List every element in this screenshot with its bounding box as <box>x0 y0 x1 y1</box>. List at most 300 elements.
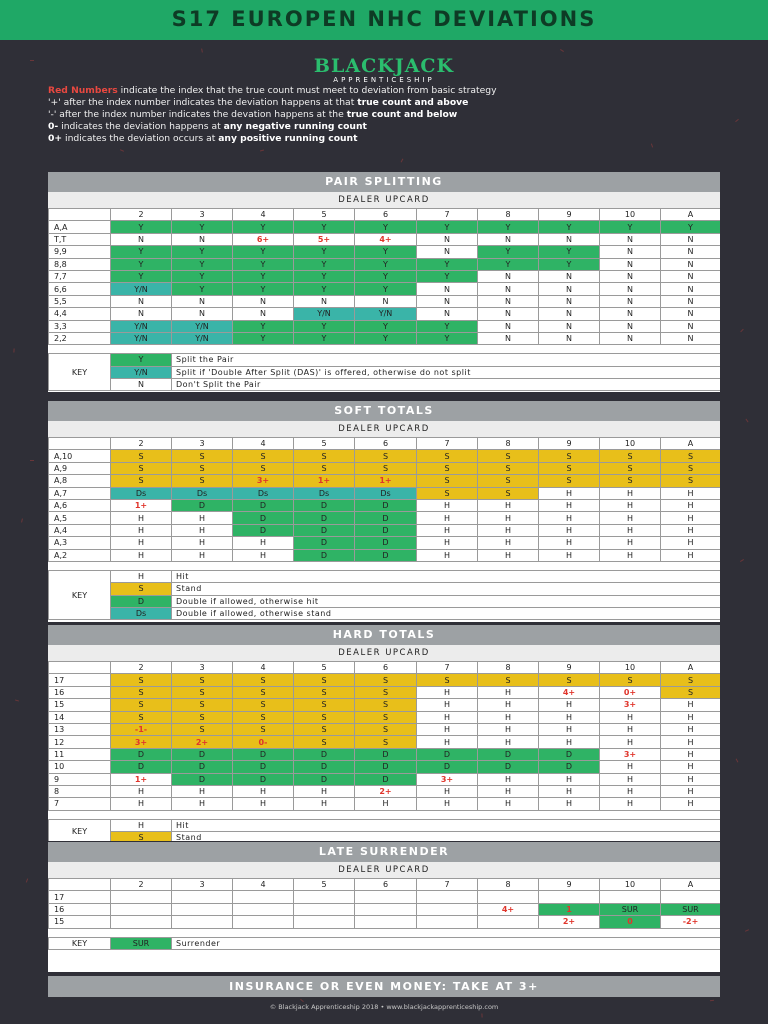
strategy-cell: D <box>355 549 417 561</box>
strategy-cell: H <box>600 773 661 785</box>
strategy-cell: S <box>233 723 294 735</box>
strategy-cell: S <box>172 723 233 735</box>
strategy-cell: S <box>294 686 355 698</box>
strategy-cell: H <box>600 524 661 536</box>
strategy-cell: SUR <box>600 903 661 915</box>
strategy-cell <box>172 903 233 915</box>
hand-label: 13 <box>49 723 111 735</box>
strategy-row <box>49 332 721 344</box>
strategy-cell: D <box>417 748 478 760</box>
hand-label: 14 <box>49 711 111 723</box>
key-symbol: H <box>111 570 172 582</box>
strategy-cell: N <box>478 308 539 320</box>
strategy-cell: H <box>294 785 355 797</box>
key-description: Hit <box>172 570 721 582</box>
strategy-cell: S <box>661 462 721 474</box>
strategy-cell: N <box>111 233 172 245</box>
strategy-cell: 5+ <box>294 233 355 245</box>
strategy-cell: N <box>600 320 661 332</box>
hand-label: 5,5 <box>49 295 111 307</box>
strategy-cell: SUR <box>661 903 721 915</box>
strategy-cell: H <box>600 512 661 524</box>
hand-label: T,T <box>49 233 111 245</box>
strategy-cell: H <box>111 524 172 536</box>
strategy-cell: H <box>478 736 539 748</box>
upcard-header-cell: 4 <box>233 209 294 221</box>
strategy-cell: S <box>111 674 172 686</box>
strategy-cell: S <box>355 711 417 723</box>
strategy-cell: N <box>417 308 478 320</box>
upcard-header-cell: 4 <box>233 662 294 674</box>
section-heading: LATE SURRENDER <box>48 842 720 862</box>
insurance-banner: INSURANCE OR EVEN MONEY: TAKE AT 3+ <box>48 976 720 997</box>
upcard-header-cell: 3 <box>172 662 233 674</box>
strategy-cell: H <box>172 512 233 524</box>
upcard-header-cell: 6 <box>355 662 417 674</box>
hand-label: 3,3 <box>49 320 111 332</box>
strategy-cell: S <box>294 674 355 686</box>
strategy-cell: H <box>539 487 600 499</box>
strategy-cell: Y/N <box>111 332 172 344</box>
strategy-row <box>49 537 721 549</box>
strategy-cell: H <box>111 512 172 524</box>
strategy-cell: S <box>600 475 661 487</box>
strategy-cell: S <box>417 462 478 474</box>
strategy-cell: Y/N <box>172 320 233 332</box>
strategy-cell: H <box>417 723 478 735</box>
key-row <box>49 937 721 949</box>
upcard-header-cell: 2 <box>111 209 172 221</box>
logo-brand: BLACKJACK <box>313 55 455 77</box>
strategy-cell: N <box>111 308 172 320</box>
soft-totals-key <box>48 570 720 621</box>
strategy-row <box>49 736 721 748</box>
strategy-cell <box>661 891 721 903</box>
strategy-cell: H <box>417 711 478 723</box>
strategy-cell: H <box>539 736 600 748</box>
strategy-cell: 2+ <box>355 785 417 797</box>
strategy-cell: H <box>661 785 721 797</box>
strategy-cell: D <box>539 761 600 773</box>
strategy-cell: S <box>355 674 417 686</box>
strategy-cell: Y <box>417 258 478 270</box>
strategy-row <box>49 798 721 810</box>
strategy-cell <box>233 891 294 903</box>
footer-credit: © Blackjack Apprenticeship 2018 • www.blackjackapprenticeship.com <box>269 1003 499 1011</box>
strategy-cell: H <box>661 748 721 760</box>
strategy-cell: N <box>355 295 417 307</box>
strategy-cell: S <box>111 450 172 462</box>
strategy-cell: S <box>294 711 355 723</box>
upcard-header-cell: 5 <box>294 879 355 891</box>
strategy-cell: Y <box>355 258 417 270</box>
strategy-row <box>49 462 721 474</box>
strategy-cell <box>478 916 539 928</box>
hard-totals-section <box>48 625 720 841</box>
page-title: S17 EUROPEN NHC DEVIATIONS <box>171 7 597 31</box>
intro-line: 0- indicates the deviation happens at any negative running count <box>48 121 367 132</box>
upcard-header-cell: 10 <box>600 879 661 891</box>
intro-line: '-' after the index number indicates the devation happens at the true count and below <box>48 109 458 120</box>
strategy-cell: H <box>661 537 721 549</box>
upcard-header-cell: A <box>661 662 721 674</box>
strategy-cell: H <box>539 499 600 511</box>
upcard-header-cell: 7 <box>417 438 478 450</box>
hand-label: 16 <box>49 903 111 915</box>
pair-splitting-key <box>48 353 720 391</box>
upcard-header-cell: 9 <box>539 438 600 450</box>
strategy-cell: H <box>478 549 539 561</box>
strategy-cell: H <box>478 798 539 810</box>
upcard-header-row <box>49 879 721 891</box>
strategy-cell: H <box>661 723 721 735</box>
strategy-cell: D <box>355 773 417 785</box>
strategy-cell: D <box>417 761 478 773</box>
strategy-cell: H <box>233 785 294 797</box>
strategy-cell: Y <box>111 246 172 258</box>
strategy-row <box>49 674 721 686</box>
strategy-cell: Ds <box>111 487 172 499</box>
strategy-cell: D <box>478 748 539 760</box>
strategy-cell: 3+ <box>111 736 172 748</box>
key-description: Stand <box>172 832 721 841</box>
strategy-cell: S <box>294 723 355 735</box>
strategy-cell: Y/N <box>172 332 233 344</box>
key-row <box>49 570 721 582</box>
upcard-header-cell: 6 <box>355 438 417 450</box>
strategy-cell: H <box>233 798 294 810</box>
strategy-cell: S <box>172 462 233 474</box>
hand-label: 17 <box>49 891 111 903</box>
hand-label: A,3 <box>49 537 111 549</box>
strategy-cell: 0 <box>600 916 661 928</box>
strategy-row <box>49 773 721 785</box>
strategy-cell: D <box>355 748 417 760</box>
strategy-cell: S <box>661 686 721 698</box>
strategy-cell: S <box>478 462 539 474</box>
strategy-row <box>49 748 721 760</box>
strategy-cell: S <box>417 450 478 462</box>
strategy-cell: N <box>478 332 539 344</box>
strategy-cell: D <box>355 537 417 549</box>
strategy-cell: Y <box>539 258 600 270</box>
dealer-upcard-label: DEALER UPCARD <box>48 192 720 208</box>
strategy-cell: S <box>417 475 478 487</box>
strategy-cell: Y <box>233 270 294 282</box>
strategy-cell: D <box>233 499 294 511</box>
strategy-cell: S <box>417 487 478 499</box>
strategy-cell: H <box>111 798 172 810</box>
strategy-cell: D <box>233 512 294 524</box>
key-symbol: Y <box>111 354 172 366</box>
strategy-cell: D <box>172 761 233 773</box>
strategy-cell: Y <box>355 221 417 233</box>
strategy-row <box>49 524 721 536</box>
strategy-cell: S <box>661 475 721 487</box>
dealer-upcard-label: DEALER UPCARD <box>48 862 720 878</box>
intro-line: Red Numbers indicate the index that the true count must meet to deviation from basic strategy <box>48 85 497 96</box>
strategy-cell: H <box>478 499 539 511</box>
key-symbol: D <box>111 595 172 607</box>
strategy-row <box>49 711 721 723</box>
strategy-cell: S <box>600 674 661 686</box>
strategy-cell: N <box>600 283 661 295</box>
strategy-cell: 1 <box>539 903 600 915</box>
strategy-cell: H <box>600 499 661 511</box>
hand-label: A,A <box>49 221 111 233</box>
strategy-cell: S <box>355 686 417 698</box>
strategy-cell: N <box>661 295 721 307</box>
strategy-cell: H <box>600 549 661 561</box>
key-row <box>49 354 721 366</box>
hand-label: 10 <box>49 761 111 773</box>
strategy-cell: Y <box>478 246 539 258</box>
strategy-cell: N <box>661 283 721 295</box>
upcard-header-cell: A <box>661 209 721 221</box>
upcard-header-cell: 4 <box>233 879 294 891</box>
strategy-cell: H <box>661 736 721 748</box>
strategy-cell: S <box>111 462 172 474</box>
strategy-cell: S <box>111 686 172 698</box>
key-description: Double if allowed, otherwise stand <box>172 608 721 620</box>
strategy-cell: H <box>233 537 294 549</box>
strategy-cell: Y <box>172 270 233 282</box>
strategy-row <box>49 221 721 233</box>
strategy-cell: Y <box>172 258 233 270</box>
soft-totals-table <box>48 437 720 562</box>
strategy-cell: N <box>478 283 539 295</box>
strategy-cell: S <box>355 723 417 735</box>
strategy-cell <box>355 903 417 915</box>
strategy-cell: H <box>600 785 661 797</box>
late-surrender-table <box>48 878 720 929</box>
strategy-cell: S <box>172 699 233 711</box>
strategy-cell: S <box>233 450 294 462</box>
upcard-header-cell: 9 <box>539 662 600 674</box>
strategy-cell <box>111 916 172 928</box>
strategy-cell: Y <box>294 270 355 282</box>
section-heading: PAIR SPLITTING <box>48 172 720 192</box>
strategy-cell: S <box>478 674 539 686</box>
strategy-cell: S <box>539 450 600 462</box>
strategy-cell: Y <box>478 221 539 233</box>
strategy-cell: S <box>600 462 661 474</box>
pair-splitting-section <box>48 172 720 392</box>
upcard-header-row <box>49 662 721 674</box>
strategy-cell: D <box>172 773 233 785</box>
upcard-header-cell: 9 <box>539 209 600 221</box>
strategy-cell: D <box>294 537 355 549</box>
strategy-cell <box>478 891 539 903</box>
strategy-cell: Y <box>172 246 233 258</box>
strategy-row <box>49 512 721 524</box>
upcard-header-cell: 7 <box>417 662 478 674</box>
strategy-cell: H <box>478 524 539 536</box>
strategy-cell: Y <box>355 246 417 258</box>
strategy-cell: N <box>233 295 294 307</box>
strategy-row <box>49 320 721 332</box>
strategy-cell: N <box>661 320 721 332</box>
strategy-cell: H <box>661 524 721 536</box>
strategy-cell: H <box>478 537 539 549</box>
strategy-cell: N <box>661 332 721 344</box>
strategy-cell: H <box>661 499 721 511</box>
strategy-cell: H <box>172 549 233 561</box>
strategy-cell: D <box>478 761 539 773</box>
strategy-cell: N <box>417 295 478 307</box>
strategy-cell <box>294 903 355 915</box>
strategy-cell: H <box>661 487 721 499</box>
strategy-cell: Y <box>417 320 478 332</box>
strategy-cell <box>294 891 355 903</box>
strategy-cell: D <box>355 524 417 536</box>
hand-label: 11 <box>49 748 111 760</box>
strategy-cell: N <box>600 332 661 344</box>
strategy-cell: Y <box>355 320 417 332</box>
strategy-cell: H <box>600 723 661 735</box>
key-row <box>49 379 721 391</box>
strategy-cell: Y <box>355 283 417 295</box>
upcard-header-cell: 3 <box>172 209 233 221</box>
strategy-cell <box>417 903 478 915</box>
upcard-header-cell: 10 <box>600 438 661 450</box>
strategy-cell <box>600 891 661 903</box>
strategy-cell: 1+ <box>111 499 172 511</box>
strategy-cell: N <box>478 233 539 245</box>
strategy-cell: N <box>417 246 478 258</box>
soft-totals-section <box>48 401 720 622</box>
strategy-cell: N <box>172 308 233 320</box>
strategy-cell: H <box>539 723 600 735</box>
strategy-cell: H <box>172 798 233 810</box>
upcard-header-cell: 5 <box>294 662 355 674</box>
strategy-cell: H <box>478 711 539 723</box>
strategy-cell: 3+ <box>417 773 478 785</box>
strategy-cell: S <box>172 475 233 487</box>
key-row <box>49 819 721 831</box>
strategy-cell: 4+ <box>478 903 539 915</box>
strategy-cell: Y <box>539 246 600 258</box>
upcard-header-cell: 9 <box>539 879 600 891</box>
strategy-cell: S <box>233 699 294 711</box>
key-symbol: S <box>111 832 172 841</box>
strategy-cell <box>417 891 478 903</box>
strategy-cell <box>233 916 294 928</box>
strategy-cell: D <box>294 512 355 524</box>
strategy-cell: S <box>478 450 539 462</box>
strategy-cell: 3+ <box>600 699 661 711</box>
intro-line: 0+ indicates the deviation occurs at any positive running count <box>48 133 358 144</box>
strategy-cell: Y <box>172 283 233 295</box>
strategy-row <box>49 785 721 797</box>
strategy-cell: H <box>600 711 661 723</box>
strategy-cell: N <box>539 270 600 282</box>
key-description: Double if allowed, otherwise hit <box>172 595 721 607</box>
key-description: Stand <box>172 583 721 595</box>
strategy-cell: Y <box>355 332 417 344</box>
strategy-cell: S <box>172 711 233 723</box>
strategy-cell: D <box>355 761 417 773</box>
strategy-cell: Y <box>294 320 355 332</box>
key-row <box>49 366 721 378</box>
strategy-cell: Y/N <box>355 308 417 320</box>
hand-label: A,10 <box>49 450 111 462</box>
hand-label: A,7 <box>49 487 111 499</box>
strategy-cell: D <box>111 761 172 773</box>
strategy-cell: N <box>600 246 661 258</box>
strategy-cell: Y <box>417 332 478 344</box>
hand-label: 6,6 <box>49 283 111 295</box>
strategy-cell: S <box>355 736 417 748</box>
strategy-cell: S <box>233 462 294 474</box>
strategy-cell: D <box>539 748 600 760</box>
hand-label: 7,7 <box>49 270 111 282</box>
upcard-header-cell: 8 <box>478 438 539 450</box>
strategy-row <box>49 295 721 307</box>
upcard-header-cell: 6 <box>355 879 417 891</box>
strategy-cell: H <box>417 798 478 810</box>
strategy-cell: H <box>661 798 721 810</box>
strategy-cell: S <box>600 450 661 462</box>
upcard-header-cell: A <box>661 438 721 450</box>
hand-label: 17 <box>49 674 111 686</box>
strategy-cell: Y <box>233 320 294 332</box>
hand-label: A,8 <box>49 475 111 487</box>
key-description: Split if 'Double After Split (DAS)' is offered, otherwise do not split <box>172 366 721 378</box>
key-label: KEY <box>49 354 111 391</box>
strategy-cell: H <box>600 537 661 549</box>
strategy-cell: H <box>172 524 233 536</box>
strategy-cell: S <box>355 699 417 711</box>
strategy-cell <box>172 916 233 928</box>
strategy-cell: S <box>478 487 539 499</box>
key-row <box>49 608 721 620</box>
strategy-row <box>49 903 721 915</box>
upcard-header-cell: 3 <box>172 438 233 450</box>
strategy-cell: D <box>233 524 294 536</box>
upcard-header-cell: 4 <box>233 438 294 450</box>
strategy-cell: D <box>233 761 294 773</box>
upcard-header-cell: 5 <box>294 209 355 221</box>
strategy-row <box>49 916 721 928</box>
strategy-cell: Y/N <box>111 320 172 332</box>
strategy-cell: H <box>417 537 478 549</box>
strategy-cell: H <box>661 773 721 785</box>
strategy-row <box>49 723 721 735</box>
strategy-cell: S <box>355 462 417 474</box>
strategy-cell <box>233 903 294 915</box>
strategy-cell: N <box>600 233 661 245</box>
upcard-header-row <box>49 438 721 450</box>
hand-label: A,5 <box>49 512 111 524</box>
key-row <box>49 583 721 595</box>
hand-label: A,6 <box>49 499 111 511</box>
strategy-cell: D <box>355 512 417 524</box>
strategy-row <box>49 258 721 270</box>
strategy-cell: N <box>600 258 661 270</box>
corner-cell <box>49 209 111 221</box>
strategy-cell: H <box>600 487 661 499</box>
hand-label: A,4 <box>49 524 111 536</box>
strategy-cell: N <box>417 283 478 295</box>
strategy-cell: H <box>539 699 600 711</box>
strategy-cell: H <box>417 785 478 797</box>
strategy-cell <box>294 916 355 928</box>
strategy-cell: Y <box>294 258 355 270</box>
strategy-cell: H <box>539 549 600 561</box>
strategy-cell: S <box>294 736 355 748</box>
strategy-cell: H <box>661 761 721 773</box>
